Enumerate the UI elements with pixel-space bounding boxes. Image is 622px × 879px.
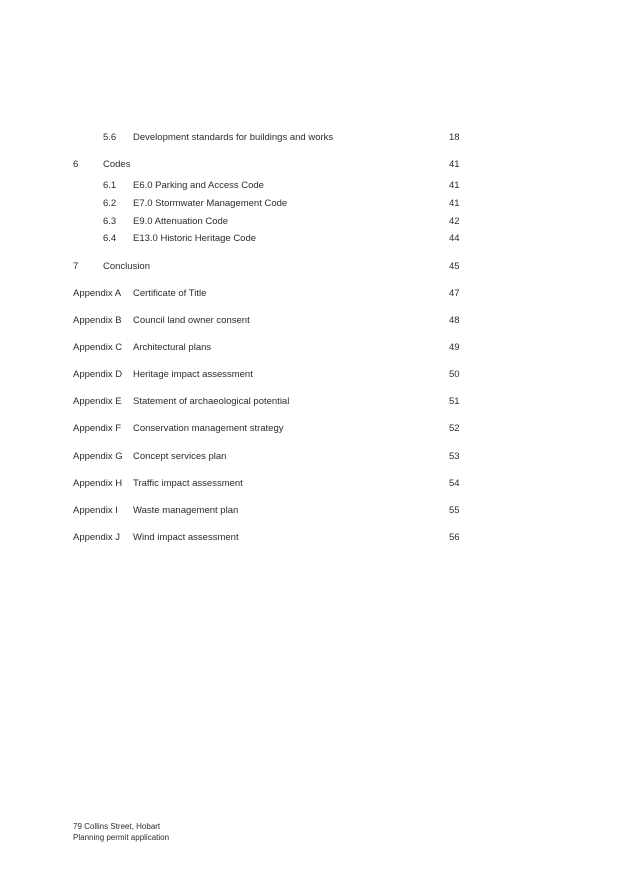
toc-entry-number: Appendix H <box>73 478 123 489</box>
toc-entry-page: 56 <box>449 532 460 543</box>
toc-entry-title: Conservation management strategy <box>133 423 284 434</box>
toc-entry-page: 52 <box>449 423 460 434</box>
toc-entry-page: 49 <box>449 342 460 353</box>
toc-entry-page: 41 <box>449 180 460 191</box>
toc-entry-title: Wind impact assessment <box>133 532 239 543</box>
footer-document-title: Planning permit application <box>73 833 170 842</box>
toc-entry-title: Architectural plans <box>133 342 212 353</box>
toc-entry-title: Codes <box>103 159 131 170</box>
toc-entry-page: 48 <box>449 315 460 326</box>
toc-entry-number: 6.3 <box>103 216 117 227</box>
toc-entry-title: E13.0 Historic Heritage Code <box>133 233 257 244</box>
toc-entry-page: 54 <box>449 478 460 489</box>
toc-entry-number: Appendix C <box>73 342 123 353</box>
toc-entry-number: Appendix J <box>73 532 121 543</box>
toc-entry-page: 47 <box>449 288 460 299</box>
toc-entry-page: 18 <box>449 132 460 143</box>
toc-entry-page: 50 <box>449 369 460 380</box>
toc-entry-title: E7.0 Stormwater Management Code <box>133 198 288 209</box>
toc-entry-number: Appendix G <box>73 451 123 462</box>
page-footer <box>73 821 169 843</box>
toc-entry-page: 55 <box>449 505 460 516</box>
footer-address: 79 Collins Street, Hobart <box>73 822 161 831</box>
toc-entry-title: Statement of archaeological potential <box>133 396 290 407</box>
toc-entry-page: 41 <box>449 159 460 170</box>
toc-entry-title: E6.0 Parking and Access Code <box>133 180 264 191</box>
toc-entry-title: Traffic impact assessment <box>133 478 243 489</box>
toc-entry-number: 6.4 <box>103 233 117 244</box>
toc-entry-title: Council land owner consent <box>133 315 250 326</box>
toc-entry-title: Waste management plan <box>133 505 239 516</box>
toc-entry-number: Appendix D <box>73 369 123 380</box>
toc-entry-page: 45 <box>449 261 460 272</box>
toc-entry-number: 6 <box>73 159 79 170</box>
toc-entry-title: Heritage impact assessment <box>133 369 253 380</box>
toc-entry-number: Appendix B <box>73 315 122 326</box>
toc-entry-number: 7 <box>73 261 79 272</box>
toc-entry-number: 6.1 <box>103 180 117 191</box>
toc-entry-title: Certificate of Title <box>133 288 207 299</box>
toc-entry-number: Appendix I <box>73 505 118 516</box>
toc-entry-page: 53 <box>449 451 460 462</box>
toc-entry-title: E9.0 Attenuation Code <box>133 216 229 227</box>
toc-entry-page: 44 <box>449 233 460 244</box>
toc-entry-number: Appendix A <box>73 288 122 299</box>
toc-entry-title: Development standards for buildings and works <box>133 132 334 143</box>
toc-entry-page: 42 <box>449 216 460 227</box>
toc-entry-page: 41 <box>449 198 460 209</box>
toc-entry-number: 6.2 <box>103 198 117 209</box>
toc-entry-number: Appendix E <box>73 396 122 407</box>
toc-entry-number: 5.6 <box>103 132 117 143</box>
toc-entry-page: 51 <box>449 396 460 407</box>
toc-entry-title: Conclusion <box>103 261 150 272</box>
toc-entry-number: Appendix F <box>73 423 122 434</box>
toc-entry-title: Concept services plan <box>133 451 227 462</box>
